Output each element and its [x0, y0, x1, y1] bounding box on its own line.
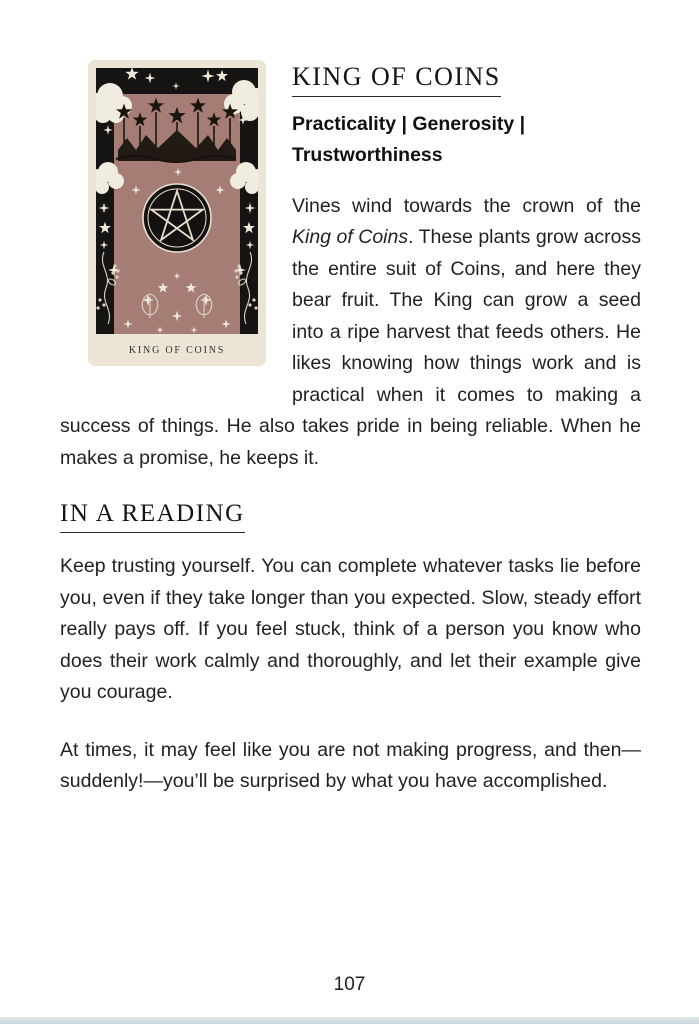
page-number: 107	[333, 974, 366, 995]
reading-paragraph-1: Keep trusting yourself. You can complete whatever tasks lie before you, even if they take longer than you expected. Slow, steady effort really pays off. If you feel stuck, think of a person you know who does their work calmly and thoroughly, and let their example give you courage.	[60, 555, 641, 704]
reading-heading-text: IN A READING	[60, 500, 245, 533]
page-bottom-edge	[0, 1017, 699, 1024]
intro-part2: . These plants grow across the entire suit of Coins, and here they bear fruit. The King can grow a seed into a ripe harvest that feeds others. He likes knowing how things work and is practical when it comes to making a success of things. He also takes pride in being reliable. When he makes a promise, he keeps it.	[60, 226, 642, 469]
reading-heading	[60, 500, 641, 529]
article-title-text: KING OF COINS	[292, 62, 501, 97]
tarot-card	[88, 60, 266, 366]
card-caption: KING OF COINS	[128, 345, 226, 356]
intro-part1: Vines wind towards the crown of the	[292, 194, 641, 217]
tarot-card-illustration	[88, 60, 266, 366]
pentacle-icon	[143, 184, 211, 252]
keywords-line: Practicality | Generosity | Trustworthiness	[292, 112, 526, 166]
intro-card-name: King of Coins	[292, 226, 409, 249]
reading-paragraph-2: At times, it may feel like you are not making progress, and then—suddenly!—you’ll be surprised by what you have accomplished.	[60, 738, 641, 793]
